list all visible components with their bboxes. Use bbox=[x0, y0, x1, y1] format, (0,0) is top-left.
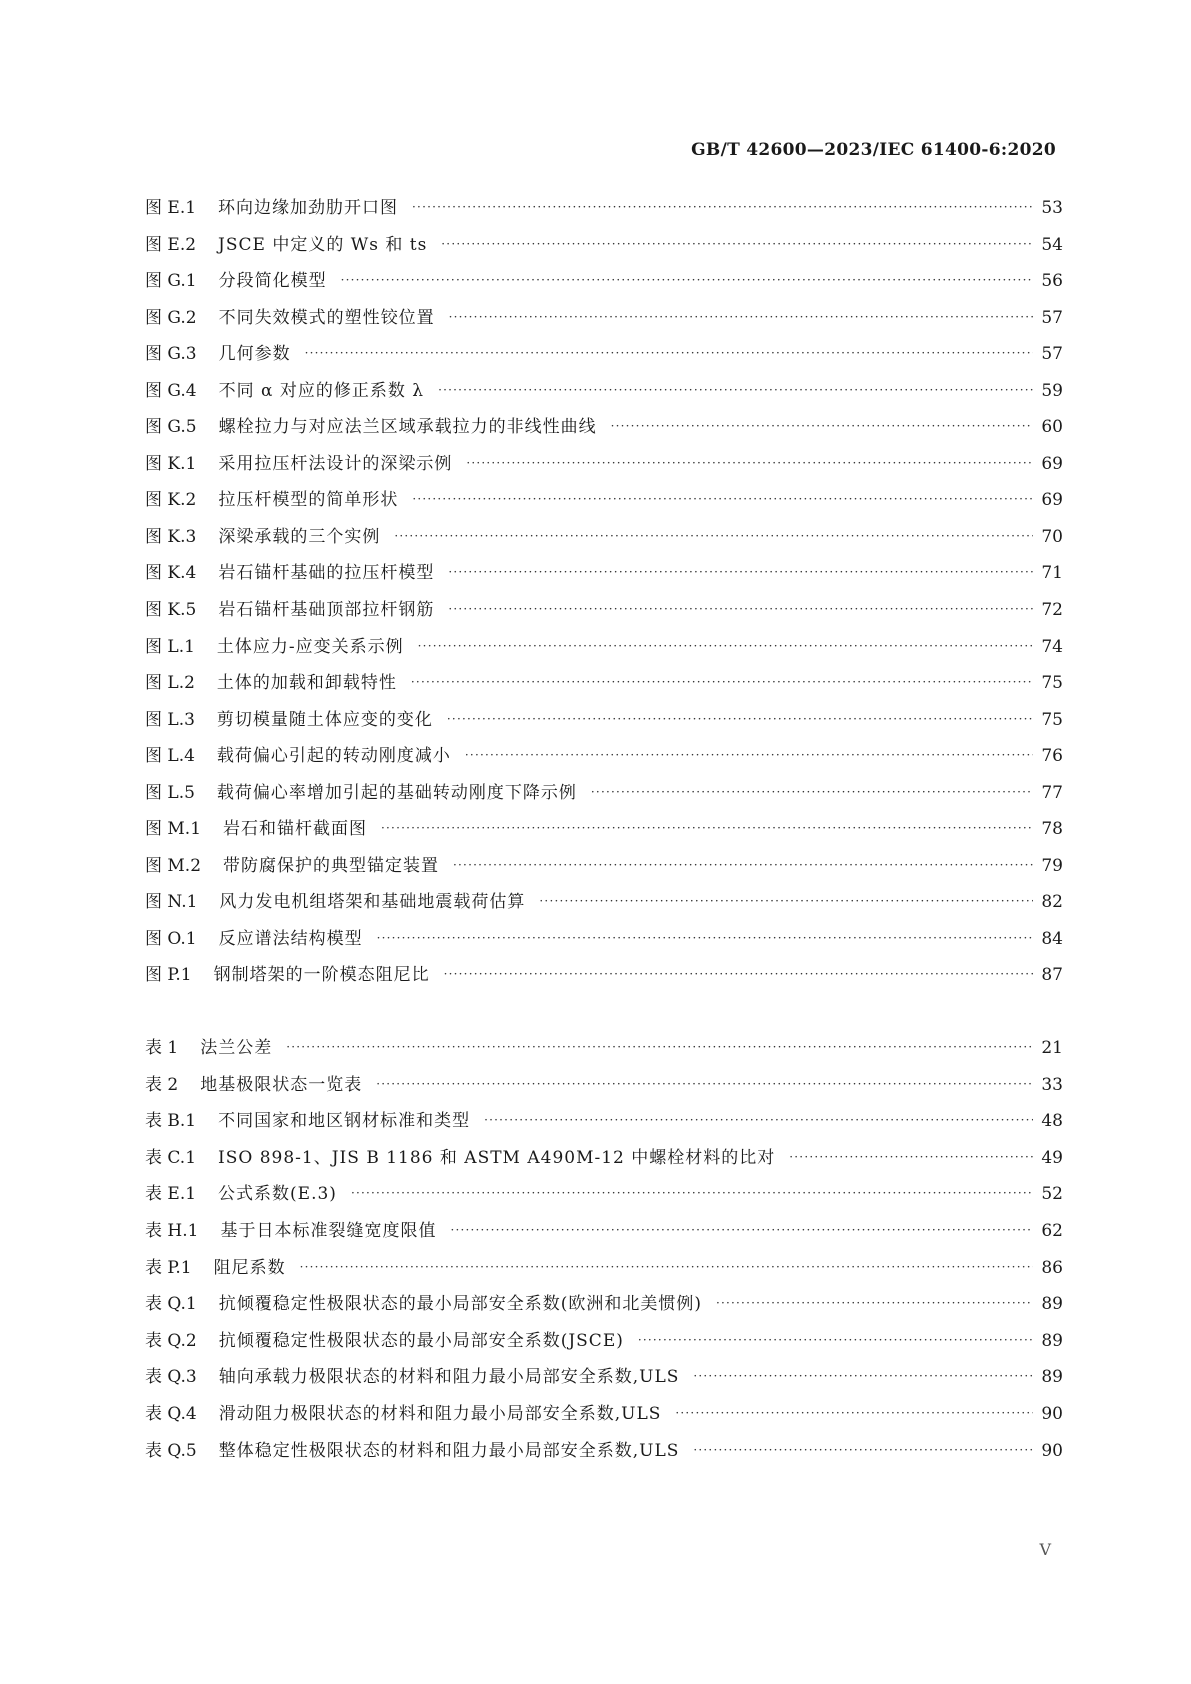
toc-entry-title: 深梁承载的三个实例 bbox=[218, 526, 381, 547]
toc-entry-label: 表 1 bbox=[145, 1038, 179, 1058]
toc-entry-table[interactable] bbox=[145, 1396, 1063, 1433]
toc-entry-label: 表 Q.4 bbox=[145, 1403, 197, 1424]
toc-entry-label: 图 K.1 bbox=[145, 453, 197, 474]
toc-entry-title: 土体应力-应变关系示例 bbox=[216, 636, 404, 657]
toc-entry-page: 76 bbox=[1041, 746, 1063, 767]
toc-entry-label: 图 L.2 bbox=[145, 673, 195, 694]
toc-entry-title: 螺栓拉力与对应法兰区域承载拉力的非线性曲线 bbox=[218, 417, 597, 438]
toc-entry-figure[interactable] bbox=[145, 373, 1063, 410]
dot-leader bbox=[466, 445, 1033, 482]
toc-entry-title: 反应谱法结构模型 bbox=[218, 928, 363, 949]
toc-entry-table[interactable] bbox=[145, 1140, 1063, 1177]
toc-entry-page: 84 bbox=[1041, 928, 1063, 949]
toc-entry-title: 整体稳定性极限状态的材料和阻力最小局部安全系数,ULS bbox=[218, 1440, 680, 1461]
toc-entry-figure[interactable] bbox=[145, 921, 1063, 958]
dot-leader bbox=[412, 189, 1033, 226]
toc-entry-title: 抗倾覆稳定性极限状态的最小局部安全系数(欧洲和北美惯例) bbox=[218, 1294, 702, 1315]
toc-entry-label: 图 P.1 bbox=[145, 965, 192, 986]
toc-entry-label: 表 C.1 bbox=[145, 1147, 197, 1168]
page-number: V bbox=[1039, 1540, 1051, 1559]
toc-entry-label: 图 M.1 bbox=[145, 819, 202, 840]
toc-entry-page: 89 bbox=[1041, 1367, 1063, 1388]
dot-leader bbox=[377, 920, 1033, 957]
toc-entry-figure[interactable] bbox=[145, 227, 1063, 264]
toc-entry-title: 地基极限状态一览表 bbox=[200, 1074, 363, 1095]
toc-entry-label: 图 O.1 bbox=[145, 928, 197, 949]
toc-entry-title: 不同国家和地区钢材标准和类型 bbox=[218, 1111, 471, 1132]
toc-entry-table[interactable] bbox=[145, 1250, 1063, 1287]
dot-leader bbox=[444, 956, 1033, 993]
toc-entry-figure[interactable] bbox=[145, 482, 1063, 519]
dot-leader bbox=[449, 299, 1033, 336]
toc-entry-title: 钢制塔架的一阶模态阻尼比 bbox=[213, 965, 430, 986]
toc-entry-label: 表 2 bbox=[145, 1074, 179, 1095]
toc-entry-title: 法兰公差 bbox=[200, 1038, 273, 1058]
toc-entry-label: 图 M.2 bbox=[145, 855, 202, 876]
toc-entry-label: 图 G.2 bbox=[145, 307, 197, 328]
list-of-figures bbox=[145, 190, 1063, 994]
toc-entry-title: 带防腐保护的典型锚定装置 bbox=[223, 855, 440, 876]
dot-leader bbox=[675, 1395, 1033, 1432]
dot-leader bbox=[611, 408, 1033, 445]
toc-entry-title: 环向边缘加劲肋开口图 bbox=[218, 198, 399, 218]
toc-entry-title: 载荷偏心率增加引起的基础转动刚度下降示例 bbox=[216, 782, 577, 803]
toc-entry-page: 74 bbox=[1041, 636, 1063, 657]
toc-entry-label: 表 Q.1 bbox=[145, 1294, 197, 1315]
toc-entry-page: 21 bbox=[1041, 1038, 1063, 1058]
toc-entry-figure[interactable] bbox=[145, 190, 1063, 227]
toc-entry-title: 公式系数(E.3) bbox=[218, 1184, 337, 1205]
dot-leader bbox=[448, 554, 1033, 591]
toc-entry-page: 77 bbox=[1041, 782, 1063, 803]
toc-entry-title: 分段简化模型 bbox=[218, 271, 327, 292]
toc-entry-figure[interactable] bbox=[145, 409, 1063, 446]
toc-entry-figure[interactable] bbox=[145, 336, 1063, 373]
toc-entry-figure[interactable] bbox=[145, 702, 1063, 739]
toc-entry-figure[interactable] bbox=[145, 775, 1063, 812]
toc-entry-page: 78 bbox=[1041, 819, 1063, 840]
dot-leader bbox=[591, 774, 1033, 811]
toc-entry-title: 抗倾覆稳定性极限状态的最小局部安全系数(JSCE) bbox=[218, 1330, 624, 1351]
toc-entry-title: ISO 898-1、JIS B 1186 和 ASTM A490M-12 中螺栓材料的比对 bbox=[218, 1147, 776, 1168]
toc-entry-label: 图 L.5 bbox=[145, 782, 195, 803]
toc-entry-page: 52 bbox=[1041, 1184, 1063, 1205]
standard-id-header: GB/T 42600—2023/IEC 61400-6:2020 bbox=[691, 140, 1056, 160]
toc-entry-label: 表 Q.3 bbox=[145, 1367, 197, 1388]
toc-entry-title: 土体的加载和卸载特性 bbox=[216, 673, 397, 694]
toc-entry-title: 阻尼系数 bbox=[213, 1257, 286, 1278]
toc-entry-title: 基于日本标准裂缝宽度限值 bbox=[220, 1220, 437, 1241]
dot-leader bbox=[789, 1139, 1033, 1176]
toc-entry-label: 图 L.4 bbox=[145, 746, 195, 767]
toc-entry-label: 图 K.4 bbox=[145, 563, 197, 584]
toc-entry-table[interactable] bbox=[145, 1323, 1063, 1360]
toc-entry-label: 表 B.1 bbox=[145, 1111, 197, 1132]
toc-entry-figure[interactable] bbox=[145, 884, 1063, 921]
toc-entry-page: 53 bbox=[1041, 198, 1063, 218]
toc-entry-label: 图 G.1 bbox=[145, 271, 197, 292]
toc-entry-figure[interactable] bbox=[145, 519, 1063, 556]
toc-entry-page: 90 bbox=[1041, 1440, 1063, 1461]
toc-entry-page: 72 bbox=[1041, 600, 1063, 621]
toc-entry-page: 86 bbox=[1041, 1257, 1063, 1278]
toc-entry-title: 风力发电机组塔架和基础地震载荷估算 bbox=[219, 892, 526, 913]
dot-leader bbox=[453, 847, 1033, 884]
toc-entry-page: 56 bbox=[1041, 271, 1063, 292]
toc-entry-title: 采用拉压杆法设计的深梁示例 bbox=[218, 453, 453, 474]
toc-entry-figure[interactable] bbox=[145, 629, 1063, 666]
toc-entry-title: 岩石锚杆基础顶部拉杆钢筋 bbox=[218, 600, 435, 621]
dot-leader bbox=[484, 1102, 1033, 1139]
toc-entry-title: 不同失效模式的塑性铰位置 bbox=[218, 307, 435, 328]
toc-entry-label: 图 K.3 bbox=[145, 526, 197, 547]
toc-entry-title: 岩石和锚杆截面图 bbox=[223, 819, 368, 840]
dot-leader bbox=[465, 737, 1033, 774]
toc-entry-label: 图 G.5 bbox=[145, 417, 197, 438]
toc-entry-page: 62 bbox=[1041, 1220, 1063, 1241]
toc-entry-title: 拉压杆模型的简单形状 bbox=[218, 490, 399, 511]
toc-entry-label: 图 E.1 bbox=[145, 198, 197, 218]
toc-entry-page: 82 bbox=[1041, 892, 1063, 913]
toc-entry-page: 33 bbox=[1041, 1074, 1063, 1095]
toc-entry-label: 图 L.1 bbox=[145, 636, 195, 657]
dot-leader bbox=[450, 1212, 1033, 1249]
toc-entry-title: 几何参数 bbox=[218, 344, 291, 365]
toc-entry-label: 图 K.5 bbox=[145, 600, 197, 621]
toc-entry-label: 表 Q.5 bbox=[145, 1440, 197, 1461]
dot-leader bbox=[438, 372, 1033, 409]
toc-entry-figure[interactable] bbox=[145, 446, 1063, 483]
dot-leader bbox=[418, 628, 1033, 665]
toc-entry-figure[interactable] bbox=[145, 300, 1063, 337]
toc-entry-label: 图 K.2 bbox=[145, 490, 197, 511]
toc-entry-figure[interactable] bbox=[145, 848, 1063, 885]
toc-entry-label: 图 G.4 bbox=[145, 380, 197, 401]
dot-leader bbox=[411, 664, 1033, 701]
toc-entry-figure[interactable] bbox=[145, 738, 1063, 775]
dot-leader bbox=[539, 883, 1033, 920]
dot-leader bbox=[693, 1432, 1033, 1469]
toc-entry-page: 89 bbox=[1041, 1294, 1063, 1315]
toc-entry-table[interactable] bbox=[145, 1176, 1063, 1213]
toc-entry-page: 54 bbox=[1041, 234, 1063, 255]
toc-entry-figure[interactable] bbox=[145, 811, 1063, 848]
toc-entry-figure[interactable] bbox=[145, 665, 1063, 702]
toc-entry-page: 49 bbox=[1041, 1147, 1063, 1168]
toc-entry-page: 89 bbox=[1041, 1330, 1063, 1351]
list-of-tables bbox=[145, 1030, 1063, 1469]
toc-entry-page: 48 bbox=[1041, 1111, 1063, 1132]
dot-leader bbox=[638, 1322, 1033, 1359]
toc-entry-label: 表 P.1 bbox=[145, 1257, 192, 1278]
toc-entry-figure[interactable] bbox=[145, 555, 1063, 592]
dot-leader bbox=[341, 262, 1033, 299]
dot-leader bbox=[394, 518, 1033, 555]
toc-entry-title: 不同 α 对应的修正系数 λ bbox=[218, 380, 425, 401]
toc-entry-label: 表 Q.2 bbox=[145, 1330, 197, 1351]
toc-entry-label: 图 E.2 bbox=[145, 234, 197, 255]
toc-entry-table[interactable] bbox=[145, 1433, 1063, 1470]
toc-entry-figure[interactable] bbox=[145, 263, 1063, 300]
toc-entry-page: 60 bbox=[1041, 417, 1063, 438]
dot-leader bbox=[448, 591, 1033, 628]
toc-entry-page: 71 bbox=[1041, 563, 1063, 584]
dot-leader bbox=[412, 481, 1033, 518]
toc-entry-page: 69 bbox=[1041, 453, 1063, 474]
toc-entry-page: 90 bbox=[1041, 1403, 1063, 1424]
toc-entry-page: 57 bbox=[1041, 344, 1063, 365]
toc-entry-page: 75 bbox=[1041, 709, 1063, 730]
toc-entry-label: 表 H.1 bbox=[145, 1220, 199, 1241]
dot-leader bbox=[716, 1285, 1033, 1322]
toc-entry-page: 69 bbox=[1041, 490, 1063, 511]
toc-entry-page: 87 bbox=[1041, 965, 1063, 986]
toc-entry-table[interactable] bbox=[145, 1067, 1063, 1104]
toc-entry-page: 75 bbox=[1041, 673, 1063, 694]
toc-entry-label: 表 E.1 bbox=[145, 1184, 197, 1205]
dot-leader bbox=[693, 1358, 1033, 1395]
toc-entry-table[interactable] bbox=[145, 1286, 1063, 1323]
toc-entry-figure[interactable] bbox=[145, 592, 1063, 629]
toc-entry-figure[interactable] bbox=[145, 957, 1063, 994]
toc-entry-label: 图 L.3 bbox=[145, 709, 195, 730]
toc-entry-title: 剪切模量随土体应变的变化 bbox=[216, 709, 433, 730]
dot-leader bbox=[286, 1029, 1033, 1066]
toc-entry-label: 图 G.3 bbox=[145, 344, 197, 365]
toc-entry-title: JSCE 中定义的 Ws 和 ts bbox=[218, 234, 428, 255]
dot-leader bbox=[447, 701, 1033, 738]
toc-entry-page: 70 bbox=[1041, 526, 1063, 547]
dot-leader bbox=[376, 1066, 1033, 1103]
toc-entry-table[interactable] bbox=[145, 1213, 1063, 1250]
toc-entry-page: 79 bbox=[1041, 855, 1063, 876]
toc-entry-title: 载荷偏心引起的转动刚度减小 bbox=[216, 746, 451, 767]
toc-entry-table[interactable] bbox=[145, 1359, 1063, 1396]
toc-entry-table[interactable] bbox=[145, 1103, 1063, 1140]
toc-entry-label: 图 N.1 bbox=[145, 892, 198, 913]
dot-leader bbox=[305, 335, 1033, 372]
toc-entry-title: 轴向承载力极限状态的材料和阻力最小局部安全系数,ULS bbox=[218, 1367, 680, 1388]
toc-entry-table[interactable] bbox=[145, 1030, 1063, 1067]
dot-leader bbox=[300, 1249, 1033, 1286]
toc-entry-page: 57 bbox=[1041, 307, 1063, 328]
toc-entry-title: 滑动阻力极限状态的材料和阻力最小局部安全系数,ULS bbox=[218, 1403, 662, 1424]
dot-leader bbox=[381, 810, 1033, 847]
toc-entry-page: 59 bbox=[1041, 380, 1063, 401]
dot-leader bbox=[351, 1175, 1033, 1212]
dot-leader bbox=[441, 226, 1033, 263]
toc-entry-title: 岩石锚杆基础的拉压杆模型 bbox=[218, 563, 435, 584]
